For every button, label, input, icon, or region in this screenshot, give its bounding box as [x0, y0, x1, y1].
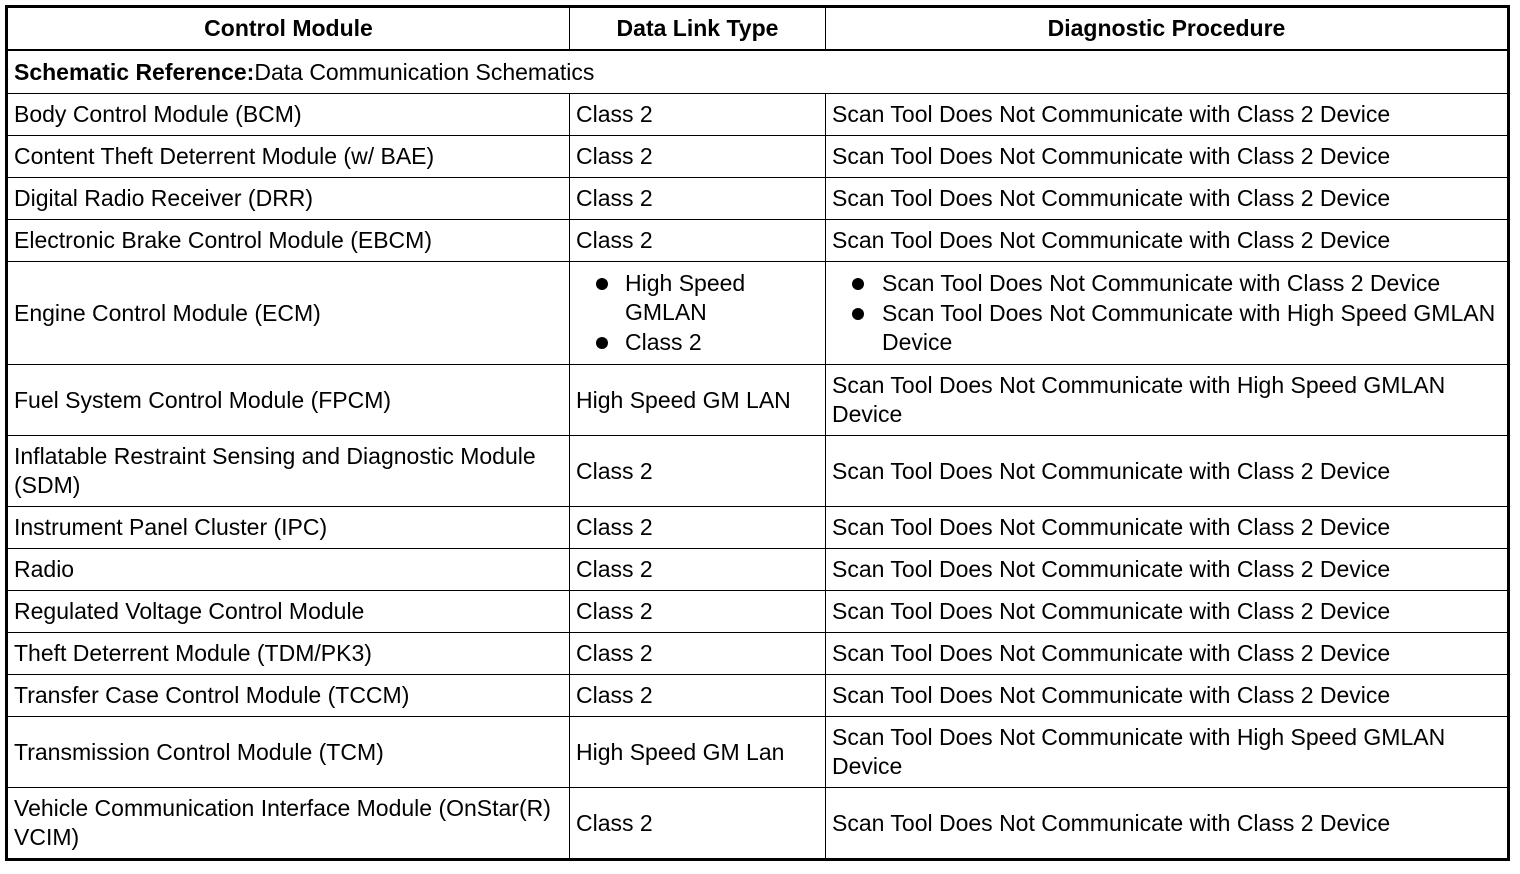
header-data-link-type: Data Link Type	[570, 7, 826, 51]
procedure-link[interactable]: Scan Tool Does Not Communicate with Class 2 Device	[826, 788, 1509, 860]
table-row	[7, 220, 1509, 262]
table-row	[7, 178, 1509, 220]
procedure-link[interactable]: Scan Tool Does Not Communicate with Class 2 Device	[826, 178, 1509, 220]
procedure-link[interactable]: Scan Tool Does Not Communicate with Class 2 Device	[826, 633, 1509, 675]
link-type-cell: Class 2	[570, 507, 826, 549]
schematic-reference-link[interactable]: Data Communication Schematics	[254, 58, 595, 85]
link-type-cell: Class 2	[570, 549, 826, 591]
procedure-list	[832, 269, 1501, 357]
schematic-reference-label: Schematic Reference:	[14, 58, 255, 85]
module-cell: Body Control Module (BCM)	[7, 94, 570, 136]
module-cell: Vehicle Communication Interface Module (OnStar(R) VCIM)	[7, 788, 570, 860]
link-type-cell	[570, 262, 826, 365]
table-row	[7, 436, 1509, 507]
table-row	[7, 591, 1509, 633]
header-control-module: Control Module	[7, 7, 570, 51]
module-cell: Transmission Control Module (TCM)	[7, 717, 570, 788]
module-cell: Electronic Brake Control Module (EBCM)	[7, 220, 570, 262]
module-cell: Transfer Case Control Module (TCCM)	[7, 675, 570, 717]
link-type-cell: Class 2	[570, 220, 826, 262]
procedure-cell	[826, 262, 1509, 365]
procedure-link[interactable]: Scan Tool Does Not Communicate with Class 2 Device	[826, 591, 1509, 633]
module-cell: Content Theft Deterrent Module (w/ BAE)	[7, 136, 570, 178]
procedure-link[interactable]: Scan Tool Does Not Communicate with High Speed GMLAN Device	[832, 299, 1501, 357]
link-type-cell: High Speed GM Lan	[570, 717, 826, 788]
module-cell: Instrument Panel Cluster (IPC)	[7, 507, 570, 549]
link-type-cell: High Speed GM LAN	[570, 365, 826, 436]
module-cell: Radio	[7, 549, 570, 591]
procedure-link[interactable]: Scan Tool Does Not Communicate with Class 2 Device	[826, 436, 1509, 507]
procedure-link[interactable]: Scan Tool Does Not Communicate with High Speed GMLAN Device	[826, 717, 1509, 788]
header-row	[7, 7, 1509, 51]
schematic-reference-row	[7, 50, 1509, 94]
link-type-cell: Class 2	[570, 633, 826, 675]
link-type-item: Class 2	[576, 328, 819, 357]
table-row	[7, 136, 1509, 178]
procedure-link[interactable]: Scan Tool Does Not Communicate with Class 2 Device	[826, 220, 1509, 262]
table-row	[7, 549, 1509, 591]
module-cell: Engine Control Module (ECM)	[7, 262, 570, 365]
link-type-cell: Class 2	[570, 94, 826, 136]
module-cell: Fuel System Control Module (FPCM)	[7, 365, 570, 436]
table-row	[7, 365, 1509, 436]
table-row	[7, 262, 1509, 365]
document-page	[5, 5, 1510, 861]
procedure-link[interactable]: Scan Tool Does Not Communicate with High Speed GMLAN Device	[826, 365, 1509, 436]
procedure-link[interactable]: Scan Tool Does Not Communicate with Class 2 Device	[832, 269, 1501, 298]
module-cell: Theft Deterrent Module (TDM/PK3)	[7, 633, 570, 675]
procedure-link[interactable]: Scan Tool Does Not Communicate with Class 2 Device	[826, 675, 1509, 717]
link-type-item: High Speed GMLAN	[576, 269, 819, 327]
procedure-link[interactable]: Scan Tool Does Not Communicate with Class 2 Device	[826, 549, 1509, 591]
link-type-cell: Class 2	[570, 136, 826, 178]
table-row	[7, 507, 1509, 549]
module-cell: Digital Radio Receiver (DRR)	[7, 178, 570, 220]
control-module-table	[5, 5, 1510, 861]
module-cell: Regulated Voltage Control Module	[7, 591, 570, 633]
table-row	[7, 633, 1509, 675]
procedure-link[interactable]: Scan Tool Does Not Communicate with Class 2 Device	[826, 136, 1509, 178]
procedure-link[interactable]: Scan Tool Does Not Communicate with Class 2 Device	[826, 507, 1509, 549]
header-diagnostic-procedure: Diagnostic Procedure	[826, 7, 1509, 51]
link-type-list	[576, 269, 819, 357]
link-type-cell: Class 2	[570, 178, 826, 220]
module-cell: Inflatable Restraint Sensing and Diagnostic Module (SDM)	[7, 436, 570, 507]
table-row	[7, 675, 1509, 717]
link-type-cell: Class 2	[570, 591, 826, 633]
table-row	[7, 788, 1509, 860]
link-type-cell: Class 2	[570, 436, 826, 507]
link-type-cell: Class 2	[570, 675, 826, 717]
table-row	[7, 717, 1509, 788]
link-type-cell: Class 2	[570, 788, 826, 860]
table-row	[7, 94, 1509, 136]
procedure-link[interactable]: Scan Tool Does Not Communicate with Class 2 Device	[826, 94, 1509, 136]
schematic-reference-cell	[7, 50, 1509, 94]
